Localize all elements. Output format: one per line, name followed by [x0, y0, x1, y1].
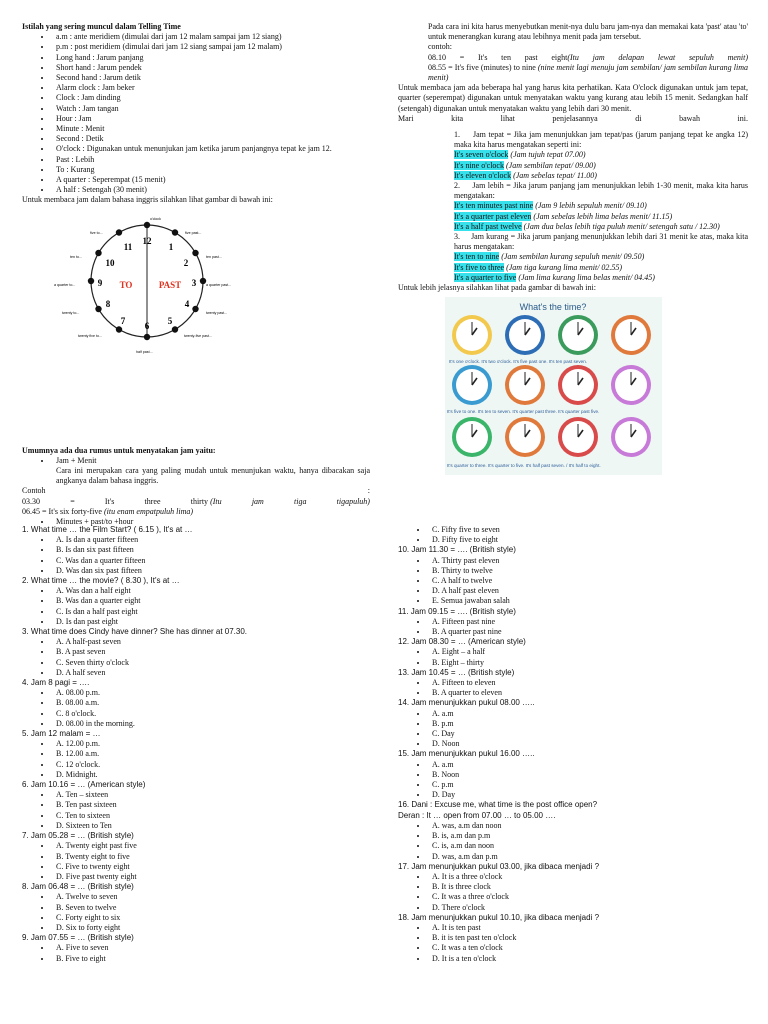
num-5: 5 [167, 315, 173, 326]
question [22, 933, 370, 964]
small-clock [452, 315, 492, 355]
term-item: • Minute : Menit [52, 124, 370, 134]
question [22, 627, 370, 678]
answer-option[interactable]: • D. 08.00 in the morning. [52, 719, 370, 729]
example-en: It's a quarter past eleven [454, 211, 532, 221]
option-list [398, 923, 748, 964]
small-clock [505, 315, 545, 355]
example-line [454, 150, 748, 160]
example-id: (Jam dua belas lebih tiga puluh menit/ setengah satu / 12.30) [523, 221, 720, 231]
small-clock [452, 417, 492, 457]
answer-option[interactable]: • A. was, a.m dan noon [428, 821, 748, 831]
answer-option[interactable]: • D. Day [428, 790, 748, 800]
answer-option[interactable]: • D. Fifty five to eight [428, 535, 748, 545]
question-text: 4. Jam 8 pagi = …. [22, 678, 90, 688]
question-text: 12. Jam 08.30 = … (American style) [398, 637, 526, 647]
right-p2: Untuk membaca jam ada beberapa hal yang harus kita perhatikan. Kata O'clock digunakan untuk jam tepat, quarter (seperempat) digunakan untuk menyatakan waktu yang kurang atau lebih 15 menit. Sedangkan half (setengah) digunakan untuk menyatakan waktu yang lebih dari 30 menit. [398, 83, 748, 113]
term-item: • p.m : post meridiem (dimulai dari jam 12 siang sampai jam 12 malam) [52, 42, 370, 52]
example-line [454, 252, 748, 262]
formula-list-1 [22, 456, 370, 466]
question-text: 6. Jam 10.16 = … (American style) [22, 780, 146, 790]
term-item: • A quarter : Seperempat (15 menit) [52, 175, 370, 185]
question-text: 14. Jam menunjukkan pukul 08.00 ….. [398, 698, 535, 708]
option-list [22, 892, 370, 933]
p2-word: di [635, 113, 642, 123]
option-list [22, 535, 370, 576]
question-text: 9. Jam 07.55 = … (British style) [22, 933, 134, 943]
answer-option[interactable]: • A. Fifteen past nine [428, 617, 748, 627]
whats-the-time-svg [445, 297, 662, 475]
lbl-ten-past: ten past... [206, 254, 222, 259]
small-clock [505, 417, 545, 457]
answer-option[interactable]: • D. Six to forty eight [52, 923, 370, 933]
question-text: 2. What time … the movie? ( 8.30 ), It's at … [22, 576, 180, 586]
answer-option[interactable]: • B. Ten past sixteen [52, 800, 370, 810]
option-list [398, 709, 748, 750]
answer-option[interactable]: • C. A half to twelve [428, 576, 748, 586]
question [398, 698, 748, 749]
answer-option[interactable]: • D. Noon [428, 739, 748, 749]
example-line [454, 161, 748, 171]
option-list [22, 586, 370, 627]
term-item: • Second hand : Jarum detik [52, 73, 370, 83]
example-id: (Jam tiga kurang lima menit/ 02.55) [506, 262, 623, 272]
terms-title: Istilah yang sering muncul dalam Telling Time [22, 22, 181, 31]
example-id: (Jam sebelas lebih lima belas menit/ 11.15) [533, 211, 673, 221]
example-en: It's a quarter to five [454, 272, 517, 282]
p2-word: ini. [737, 113, 748, 123]
answer-option[interactable]: • C. It was a ten o'clock [428, 943, 748, 953]
question-text: 15. Jam menunjukkan pukul 16.00 ….. [398, 749, 535, 759]
ex1-i3: tiga [294, 496, 307, 506]
section-2-examples [398, 201, 748, 232]
lbl-twentyfive-to: twenty five to... [78, 333, 102, 338]
contoh-label: Contoh [22, 486, 46, 496]
ex1-i2: jam [251, 496, 264, 506]
answer-option[interactable]: • A. a.m [428, 709, 748, 719]
num-12: 12 [142, 235, 152, 246]
answer-option[interactable]: • A. A half-past seven [52, 637, 370, 647]
question [398, 800, 748, 861]
question-text: 16. Dani : Excuse me, what time is the post office open? [398, 800, 598, 810]
question [22, 780, 370, 831]
question [22, 729, 370, 780]
num-7: 7 [120, 315, 126, 326]
small-clock [452, 365, 492, 405]
small-clock [505, 365, 545, 405]
answer-option[interactable]: • C. is, a.m dan noon [428, 841, 748, 851]
num-6: 6 [144, 320, 150, 331]
term-item: • Past : Lebih [52, 155, 370, 165]
lbl-twenty-past: twenty past... [206, 310, 228, 315]
answer-option[interactable]: • B. is, a.m dan p.m [428, 831, 748, 841]
answer-option[interactable]: • A. Fifteen to eleven [428, 678, 748, 688]
question [398, 749, 748, 800]
question-text: 8. Jam 06.48 = … (British style) [22, 882, 134, 892]
answer-option[interactable]: • B. Noon [428, 770, 748, 780]
option-list [398, 617, 748, 637]
p2-word: bawah [679, 113, 700, 123]
right-ex2: 08.55 = It's five (minutes) to nine (nine menit lagi menuju jam sembilan/ jam sembilan kurang lima menit) [428, 62, 749, 83]
example-id: (Jam sebelas tepat/ 11.00) [513, 170, 597, 180]
lbl-ten-to: ten to... [70, 254, 82, 259]
answer-option[interactable]: • B. Was dan a quarter eight [52, 596, 370, 606]
option-list [398, 556, 748, 607]
p2-word: Mari [398, 113, 414, 123]
question [22, 678, 370, 729]
question-text: 10. Jam 11.30 = …. (British style) [398, 545, 516, 555]
clock-marker-dot [192, 249, 198, 255]
question-text: 17. Jam menunjukkan pukul 03.00, jika dibaca menjadi ? [398, 861, 600, 871]
section-3: 3. Jam kurang = Jika jarum panjang menunjukkan lebih dari 31 menit ke atas, maka kita harus mengatakan: [454, 232, 749, 252]
num-8: 8 [105, 298, 111, 309]
left-column [22, 22, 370, 527]
answer-option[interactable]: • B. It is three clock [428, 882, 748, 892]
formula-title: Umumnya ada dua rumus untuk menyatakan jam yaitu: [22, 445, 216, 455]
clock-svg [44, 214, 264, 364]
answer-option[interactable]: • A. a.m [428, 760, 748, 770]
question [398, 862, 748, 913]
example-en: It's seven o'clock [454, 150, 509, 160]
answer-option[interactable]: • D. Was dan six past fifteen [52, 566, 370, 576]
question [22, 525, 370, 576]
answer-option[interactable]: • C. Day [428, 729, 748, 739]
example-en: It's ten minutes past nine [454, 201, 534, 211]
lbl-oclock: o'clock [150, 216, 161, 221]
clock-intro: Untuk membaca jam dalam bahasa inggris silahkan lihat gambar di bawah ini: [22, 195, 273, 205]
wt-row-1: It's one o'clock. It's two o'clock. It's five past one. It's ten past seven. [449, 359, 588, 365]
right-more: Untuk lebih jelasnya silahkan lihat pada gambar di bawah ini: [398, 283, 596, 293]
clock-marker-dot [116, 326, 122, 332]
lbl-quarter-past: a quarter past... [206, 282, 232, 287]
section-3-examples [398, 252, 748, 283]
section-1: 1. Jam tepat = Jika jam menunjukkan jam tepat/pas (jarum panjang tepat ke angka 12) maka kita harus mengatakan seperti ini: [454, 130, 748, 150]
example-en: It's five to three [454, 262, 505, 272]
contoh-colon: : [367, 486, 370, 496]
small-clock [611, 417, 651, 457]
answer-option[interactable]: • B. Five to eight [52, 954, 370, 964]
ex1-time: 03.30 [22, 496, 40, 506]
wt-row-2: It's five to one. It's ten to seven. It's quarter past three. It's quarter past five. [447, 409, 600, 415]
option-list [22, 943, 370, 963]
example-line [454, 263, 748, 273]
example-1 [22, 497, 370, 507]
p2-word: kita [451, 113, 464, 123]
answer-option[interactable]: • C. It was a three o'clock [428, 892, 748, 902]
answer-option[interactable]: • C. Was dan a quarter fifteen [52, 556, 370, 566]
answer-option[interactable]: • D. There o'clock [428, 903, 748, 913]
example-id: (Jam lima kurang lima belas menit/ 04.45) [518, 272, 655, 282]
lbl-half-past: half past... [136, 349, 153, 354]
ex1-w1: It's [104, 496, 115, 506]
answer-option[interactable]: • A. It is ten past [428, 923, 748, 933]
answer-option[interactable]: • B. Is dan six past fifteen [52, 545, 370, 555]
question [22, 831, 370, 882]
option-list [398, 760, 748, 801]
num-11: 11 [123, 241, 133, 252]
answer-option[interactable]: • B. it is ten past ten o'clock [428, 933, 748, 943]
small-clock [558, 365, 598, 405]
answer-option[interactable]: • D. A half past eleven [428, 586, 748, 596]
term-item: • A half : Setengah (30 menit) [52, 185, 370, 195]
question-text: 1. What time … the Film Start? ( 6.15 ), It's at … [22, 525, 193, 534]
example-line [454, 171, 748, 181]
questions-left [22, 525, 370, 964]
answer-option[interactable]: • C. Seven thirty o'clock [52, 658, 370, 668]
example-id: (Jam sembilan tepat/ 09.00) [505, 160, 596, 170]
answer-option[interactable]: • B. A quarter to eleven [428, 688, 748, 698]
answer-option[interactable]: • B. Seven to twelve [52, 903, 370, 913]
small-clock [611, 365, 651, 405]
answer-option[interactable]: • B. 08.00 a.m. [52, 698, 370, 708]
question-text: 13. Jam 10.45 = … (British style) [398, 667, 515, 677]
num-3: 3 [191, 277, 197, 288]
formula-1-desc: Cara ini merupakan cara yang paling mudah untuk menunjukan waktu, hanya dibacakan saja angkanya dalam bahasa inggris. [56, 466, 370, 486]
answer-option[interactable]: • A. Was dan a half eight [52, 586, 370, 596]
term-item: • Clock : Jam dinding [52, 93, 370, 103]
answer-option[interactable]: • B. Eight – thirty [428, 658, 748, 668]
clock-figure [44, 214, 264, 364]
term-item: • Long hand : Jarum panjang [52, 53, 370, 63]
example-2: 06.45 = It's six forty-five (itu enam empatpuluh lima) [22, 506, 194, 516]
clock-marker-dot [95, 305, 101, 311]
past-label: PAST [158, 279, 182, 290]
answer-option[interactable]: • C. Forty eight to six [52, 913, 370, 923]
example-id: (Jam sembilan kurang sepuluh menit/ 09.50) [501, 252, 645, 262]
num-2: 2 [183, 257, 189, 268]
answer-option[interactable]: • B. p.m [428, 719, 748, 729]
example-line [454, 201, 748, 211]
term-item: • a.m : ante meridiem (dimulai dari jam 12 malam sampai jam 12 siang) [52, 32, 370, 42]
question [398, 545, 748, 606]
clock-marker-dot [144, 221, 150, 227]
option-list [22, 637, 370, 678]
option-list [22, 790, 370, 831]
lbl-five-past: five past... [185, 230, 202, 235]
example-line [454, 222, 748, 232]
answer-option[interactable]: • D. It is a ten o'clock [428, 954, 748, 964]
answer-option[interactable]: • C. p.m [428, 780, 748, 790]
ex1-i4: tigapuluh) [336, 496, 370, 506]
term-item: • O'clock : Digunakan untuk menunjukan jam ketika jarum panjangnya tepat ke jam 12. [52, 144, 370, 154]
question [398, 637, 748, 668]
p2-word: lihat [500, 113, 515, 123]
answer-option[interactable]: • B. A quarter past nine [428, 627, 748, 637]
lbl-quarter-to: a quarter to... [54, 282, 76, 287]
num-1: 1 [168, 241, 174, 252]
lbl-five-to: five to... [90, 230, 103, 235]
section-2: 2. Jam lebih = Jika jarum panjang jam menunjukkan lebih 1-30 menit, maka kita harus mengatakan: [454, 181, 748, 201]
answer-option[interactable]: • A. 08.00 p.m. [52, 688, 370, 698]
answer-option[interactable]: • B. Twenty eight to five [52, 852, 370, 862]
answer-option[interactable]: • A. Thirty past eleven [428, 556, 748, 566]
answer-option[interactable]: • C. Ten to sixteen [52, 811, 370, 821]
answer-option[interactable]: • C. Five to twenty eight [52, 862, 370, 872]
small-clock [558, 417, 598, 457]
example-en: It's ten to nine [454, 252, 500, 262]
example-en: It's eleven o'clock [454, 170, 512, 180]
term-item: • Second : Detik [52, 134, 370, 144]
ex1-eq: = [70, 496, 75, 506]
option-list [398, 647, 748, 667]
clock-marker-dot [192, 305, 198, 311]
answer-option[interactable]: • A. Is dan a quarter fifteen [52, 535, 370, 545]
clock-marker-dot [88, 277, 94, 283]
question [22, 576, 370, 627]
wt-title: What's the time? [519, 302, 587, 313]
p2-word: penjelasannya [552, 113, 598, 123]
example-en: It's nine o'clock [454, 160, 504, 170]
right-ex1: 08.10 = It's ten past eight(Itu jam delapan lewat sepuluh menit) [428, 52, 748, 62]
answer-option[interactable]: • D. A half seven [52, 668, 370, 678]
questions-right [398, 525, 748, 964]
term-item: • Alarm clock : Jam beker [52, 83, 370, 93]
answer-option[interactable]: • D. Midnight. [52, 770, 370, 780]
answer-option[interactable]: • D. Sixteen to Ten [52, 821, 370, 831]
right-column [398, 22, 748, 475]
option-list [22, 739, 370, 780]
answer-option[interactable]: • A. Ten – sixteen [52, 790, 370, 800]
small-clock [611, 315, 651, 355]
question [398, 913, 748, 964]
ex1-w3: thirty (Itu [190, 496, 222, 506]
question [398, 668, 748, 699]
option-list [398, 872, 748, 913]
question-text-2: Deran : It … open from 07.00 … to 05.00 …. [398, 810, 556, 820]
answer-option[interactable]: • B. Thirty to twelve [428, 566, 748, 576]
answer-option[interactable]: • D. was, a.m dan p.m [428, 852, 748, 862]
clock-marker-dot [116, 229, 122, 235]
question-text: 11. Jam 09.15 = …. (British style) [398, 606, 516, 616]
answer-option[interactable]: • D. Five past twenty eight [52, 872, 370, 882]
clock-marker-dot [144, 333, 150, 339]
question-text: 18. Jam menunjukkan pukul 10.10, jika dibaca menjadi ? [398, 912, 600, 922]
answer-option[interactable]: • A. Twelve to seven [52, 892, 370, 902]
answer-option[interactable]: • A. Eight – a half [428, 647, 748, 657]
answer-option[interactable]: • A. Twenty eight past five [52, 841, 370, 851]
answer-option[interactable]: • A. Five to seven [52, 943, 370, 953]
answer-option[interactable]: • C. 12 o'clock. [52, 760, 370, 770]
section-1-examples [398, 150, 748, 181]
question [22, 882, 370, 933]
clock-marker-dot [172, 229, 178, 235]
term-item: • Short hand : Jarum pendek [52, 63, 370, 73]
lbl-twenty-to: twenty to... [62, 310, 80, 315]
term-item: • Hour : Jam [52, 114, 370, 124]
clock-marker-dot [172, 326, 178, 332]
answer-option[interactable]: • A. 12.00 p.m. [52, 739, 370, 749]
option-list [22, 688, 370, 729]
formula-2: • Minutes + past/to +hour [52, 517, 370, 527]
example-line [454, 212, 748, 222]
clock-marker-dot [95, 249, 101, 255]
option-list [398, 678, 748, 698]
example-id: (Jam tujuh tepat 07.00) [510, 150, 586, 160]
small-clock [558, 315, 598, 355]
right-p2-last [398, 114, 748, 124]
term-item: • To : Kurang [52, 165, 370, 175]
answer-option[interactable]: • C. Fifty five to seven [428, 525, 748, 535]
answer-option[interactable]: • B. A past seven [52, 647, 370, 657]
example-id: (Jam 9 lebih sepuluh menit/ 09.10) [535, 201, 647, 211]
contoh-row [22, 486, 370, 496]
to-label: TO [119, 279, 133, 290]
example-line [454, 273, 748, 283]
example-en: It's a half past twelve [454, 221, 522, 231]
answer-option[interactable]: • C. Is dan a half past eight [52, 607, 370, 617]
question-text: 7. Jam 05.28 = … (British style) [22, 831, 134, 841]
terms-list [22, 32, 370, 195]
right-contoh: contoh: [428, 42, 452, 52]
option-list [22, 841, 370, 882]
answer-option[interactable]: • B. 12.00 a.m. [52, 749, 370, 759]
whats-the-time-figure [445, 297, 662, 475]
formula-1: • Jam + Menit [52, 456, 370, 466]
right-p1: Pada cara ini kita harus menyebutkan menit-nya dulu baru jam-nya dan memakai kata 'past' atau 'to' untuk menerangkan kurang atau lebihnya menit pada jam tersebut. [428, 22, 748, 42]
num-9: 9 [97, 277, 103, 288]
ex1-w2: three [144, 496, 161, 506]
term-item: • Watch : Jam tangan [52, 104, 370, 114]
question [398, 607, 748, 638]
question-text: 3. What time does Cindy have dinner? She has dinner at 07.30. [22, 627, 248, 637]
option-list [398, 821, 748, 862]
lbl-twentyfive-past: twenty-five past... [184, 333, 212, 338]
num-10: 10 [105, 257, 115, 268]
answer-option[interactable]: • D. Is dan past eight [52, 617, 370, 627]
answer-option[interactable]: • E. Semua jawaban salah [428, 596, 748, 606]
num-4: 4 [184, 298, 190, 309]
option-list-continued [398, 525, 748, 545]
answer-option[interactable]: • A. It is a three o'clock [428, 872, 748, 882]
answer-option[interactable]: • C. 8 o'clock. [52, 709, 370, 719]
wt-row-3: It's quarter to three. It's quarter to five. It's half past seven. / It's half to eight. [447, 463, 601, 469]
question-text: 5. Jam 12 malam = … [22, 729, 101, 739]
